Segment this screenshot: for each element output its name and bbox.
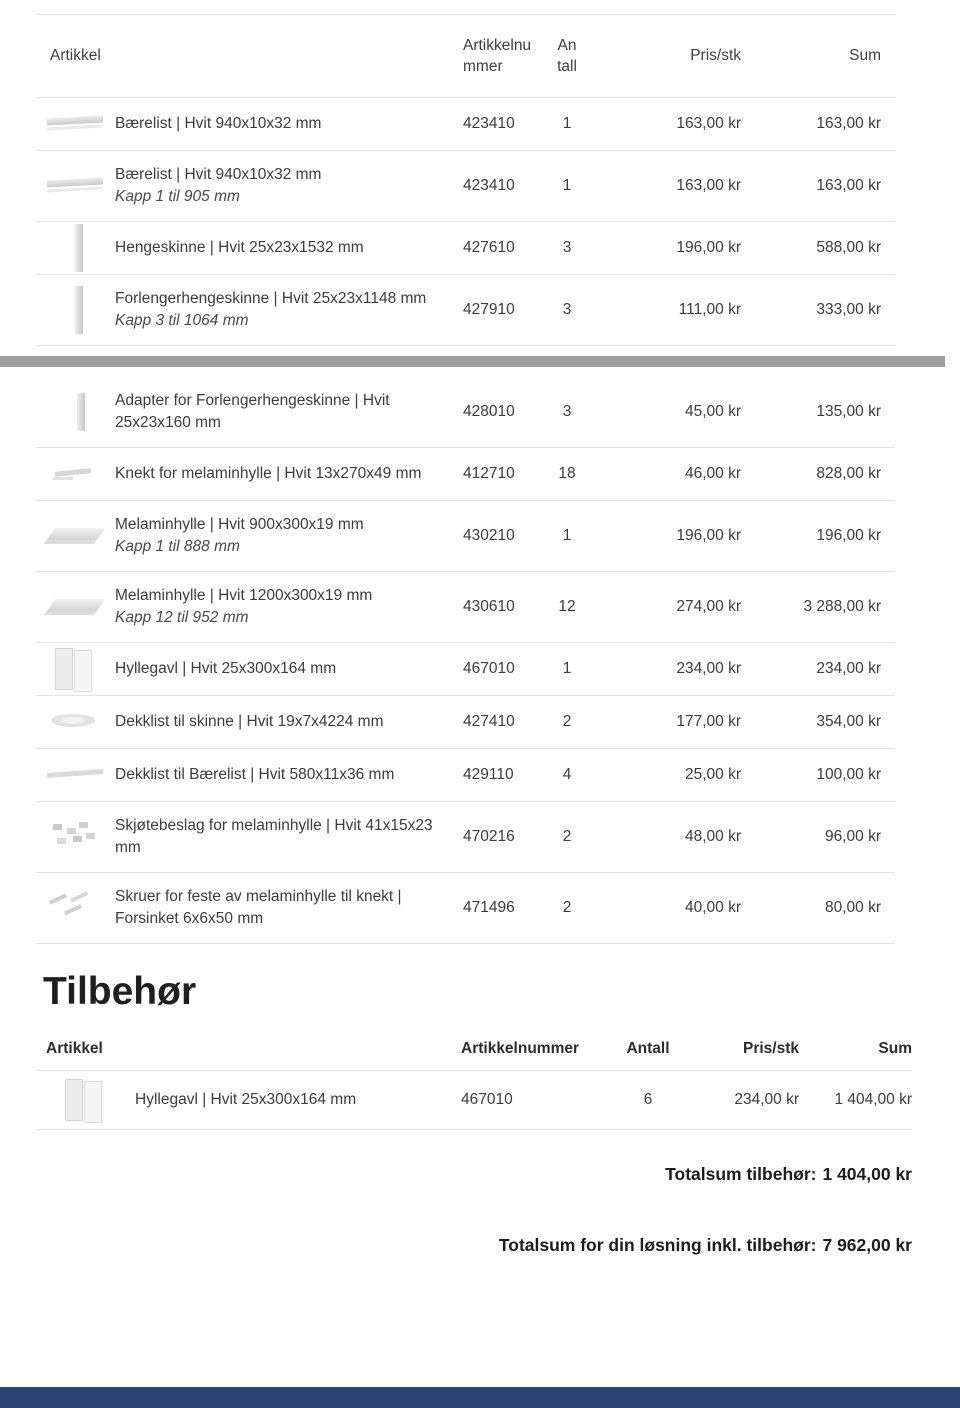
article-cut-note: Kapp 12 til 952 mm xyxy=(115,609,249,626)
article-description xyxy=(115,886,455,930)
accessories-table-rows xyxy=(35,1071,912,1130)
article-description xyxy=(115,288,455,332)
article-unit-price: 234,00 kr xyxy=(676,660,741,677)
article-unit-price: 46,00 kr xyxy=(684,465,741,482)
article-description xyxy=(135,1089,457,1111)
product-image-icon xyxy=(43,523,107,549)
article-name: Dekklist til Bærelist | Hvit 580x11x36 mm xyxy=(115,766,395,783)
article-quantity: 2 xyxy=(562,713,572,730)
article-sum: 135,00 kr xyxy=(816,403,881,420)
article-quantity: 12 xyxy=(558,598,576,615)
article-unit-price: 163,00 kr xyxy=(676,115,741,132)
product-image-icon xyxy=(43,895,107,921)
article-quantity: 3 xyxy=(562,403,572,420)
product-image-icon xyxy=(43,824,107,850)
articles-table-rows-bottom xyxy=(35,377,895,944)
article-description xyxy=(115,463,455,485)
article-quantity: 1 xyxy=(562,177,572,194)
accessories-table-header xyxy=(35,1028,912,1071)
article-sum: 588,00 kr xyxy=(816,239,881,256)
table-row xyxy=(35,873,895,944)
article-number: 429110 xyxy=(463,766,514,783)
article-sum: 163,00 kr xyxy=(816,115,881,132)
article-number: 427610 xyxy=(463,239,515,256)
article-number: 412710 xyxy=(463,465,515,482)
article-name: Adapter for Forlengerhengeskinne | Hvit 25x23x160 mm xyxy=(115,392,390,431)
article-description xyxy=(115,164,455,208)
column-header-pris: Pris/stk xyxy=(742,1040,799,1057)
article-unit-price: 111,00 kr xyxy=(678,301,741,318)
table-row xyxy=(35,643,895,696)
table-row xyxy=(35,1071,912,1130)
article-description xyxy=(115,113,455,135)
article-quantity: 4 xyxy=(562,766,572,783)
product-thumbnail xyxy=(35,824,115,850)
product-thumbnail xyxy=(35,709,115,735)
table-row xyxy=(35,377,895,448)
grand-total-value: 7 962,00 kr xyxy=(822,1235,912,1255)
accessories-total-label: Totalsum tilbehør: xyxy=(665,1164,817,1184)
article-number: 423410 xyxy=(463,177,515,194)
article-description xyxy=(115,658,455,680)
article-name: Melaminhylle | Hvit 900x300x19 mm xyxy=(115,516,364,533)
article-unit-price: 234,00 kr xyxy=(734,1091,799,1108)
article-name: Forlengerhengeskinne | Hvit 25x23x1148 mm xyxy=(115,290,427,307)
product-image-icon xyxy=(43,399,107,425)
product-thumbnail xyxy=(35,1087,135,1113)
article-sum: 196,00 kr xyxy=(816,527,881,544)
column-header-antall: Antall xyxy=(557,37,577,75)
column-header-sum: Sum xyxy=(849,47,881,64)
article-unit-price: 196,00 kr xyxy=(676,239,741,256)
product-image-icon xyxy=(43,297,107,323)
column-header-antall: Antall xyxy=(626,1040,670,1057)
table-row xyxy=(35,696,895,749)
articles-table-header xyxy=(35,14,895,98)
product-image-icon xyxy=(43,461,107,487)
column-header-artikkel: Artikkel xyxy=(46,1040,103,1057)
article-sum: 100,00 kr xyxy=(816,766,881,783)
article-name: Hyllegavl | Hvit 25x300x164 mm xyxy=(115,660,337,677)
article-name: Knekt for melaminhylle | Hvit 13x270x49 mm xyxy=(115,465,422,482)
article-description xyxy=(115,514,455,558)
article-cut-note: Kapp 1 til 905 mm xyxy=(115,188,240,205)
article-description xyxy=(115,390,455,434)
article-quantity: 1 xyxy=(562,527,572,544)
table-row xyxy=(35,448,895,501)
column-header-artikkelnummer: Artikkelnummer xyxy=(461,1040,580,1057)
product-thumbnail xyxy=(35,173,115,199)
article-name: Hyllegavl | Hvit 25x300x164 mm xyxy=(135,1091,357,1108)
article-cut-note: Kapp 3 til 1064 mm xyxy=(115,312,249,329)
accessories-total xyxy=(0,1164,912,1185)
article-description xyxy=(115,815,455,859)
article-number: 470216 xyxy=(463,828,515,845)
article-unit-price: 48,00 kr xyxy=(684,828,741,845)
table-row xyxy=(35,275,895,346)
product-image-icon xyxy=(43,235,107,261)
horizontal-scrollbar[interactable] xyxy=(0,356,945,367)
product-image-icon xyxy=(43,762,107,788)
product-image-icon xyxy=(43,709,107,735)
article-number: 428010 xyxy=(463,403,515,420)
article-sum: 80,00 kr xyxy=(824,899,881,916)
articles-table-rows-top xyxy=(35,98,895,346)
article-number: 467010 xyxy=(463,660,515,677)
article-description xyxy=(115,585,455,629)
table-row xyxy=(35,151,895,222)
article-cut-note: Kapp 1 til 888 mm xyxy=(115,538,240,555)
article-quantity: 1 xyxy=(562,660,572,677)
article-number: 427410 xyxy=(463,713,515,730)
accessories-section-title: Tilbehør xyxy=(43,970,197,1013)
article-name: Melaminhylle | Hvit 1200x300x19 mm xyxy=(115,587,373,604)
column-header-sum: Sum xyxy=(878,1040,912,1057)
table-row xyxy=(35,572,895,643)
grand-total xyxy=(0,1235,912,1256)
table-row xyxy=(35,749,895,802)
column-header-pris: Pris/stk xyxy=(690,47,741,64)
table-row xyxy=(35,501,895,572)
product-thumbnail xyxy=(35,656,115,682)
article-quantity: 1 xyxy=(562,115,572,132)
article-description xyxy=(115,764,455,786)
article-name: Hengeskinne | Hvit 25x23x1532 mm xyxy=(115,239,364,256)
table-row xyxy=(35,98,895,151)
product-image-icon xyxy=(43,173,107,199)
article-name: Bærelist | Hvit 940x10x32 mm xyxy=(115,115,322,132)
product-image-icon xyxy=(53,1087,117,1113)
product-thumbnail xyxy=(35,111,115,137)
article-unit-price: 274,00 kr xyxy=(676,598,741,615)
article-unit-price: 163,00 kr xyxy=(676,177,741,194)
product-image-icon xyxy=(43,111,107,137)
column-header-artikkelnummer: Artikkelnummer xyxy=(463,37,532,75)
article-sum: 234,00 kr xyxy=(816,660,881,677)
article-description xyxy=(115,237,455,259)
product-image-icon xyxy=(43,594,107,620)
product-thumbnail xyxy=(35,235,115,261)
article-name: Skruer for feste av melaminhylle til knekt | Forsinket 6x6x50 mm xyxy=(115,888,402,927)
product-thumbnail xyxy=(35,461,115,487)
article-quantity: 3 xyxy=(562,301,572,318)
article-name: Skjøtebeslag for melaminhylle | Hvit 41x15x23 mm xyxy=(115,817,433,856)
product-thumbnail xyxy=(35,594,115,620)
article-unit-price: 45,00 kr xyxy=(684,403,741,420)
product-thumbnail xyxy=(35,523,115,549)
article-unit-price: 196,00 kr xyxy=(676,527,741,544)
article-quantity: 2 xyxy=(562,899,572,916)
article-sum: 333,00 kr xyxy=(816,301,881,318)
article-sum: 354,00 kr xyxy=(816,713,881,730)
article-sum: 163,00 kr xyxy=(816,177,881,194)
article-unit-price: 40,00 kr xyxy=(684,899,741,916)
article-name: Bærelist | Hvit 940x10x32 mm xyxy=(115,166,322,183)
table-row xyxy=(35,802,895,873)
article-quantity: 3 xyxy=(562,239,572,256)
product-thumbnail xyxy=(35,895,115,921)
product-image-icon xyxy=(43,656,107,682)
article-number: 427910 xyxy=(463,301,515,318)
accessories-table xyxy=(35,1028,912,1130)
article-sum: 3 288,00 kr xyxy=(803,598,881,615)
product-thumbnail xyxy=(35,297,115,323)
grand-total-label: Totalsum for din løsning inkl. tilbehør: xyxy=(498,1235,817,1255)
column-header-artikkel: Artikkel xyxy=(50,47,101,64)
article-number: 430610 xyxy=(463,598,515,615)
article-name: Dekklist til skinne | Hvit 19x7x4224 mm xyxy=(115,713,384,730)
product-thumbnail xyxy=(35,399,115,425)
article-description xyxy=(115,711,455,733)
article-quantity: 18 xyxy=(558,465,576,482)
article-number: 471496 xyxy=(463,899,515,916)
article-unit-price: 25,00 kr xyxy=(684,766,741,783)
articles-table xyxy=(35,14,895,944)
article-unit-price: 177,00 kr xyxy=(676,713,741,730)
product-thumbnail xyxy=(35,762,115,788)
article-quantity: 6 xyxy=(643,1091,653,1108)
horizontal-scrollbar-thumb[interactable] xyxy=(0,356,945,367)
article-quantity: 2 xyxy=(562,828,572,845)
article-sum: 1 404,00 kr xyxy=(834,1091,912,1108)
article-number: 467010 xyxy=(461,1091,513,1108)
article-sum: 828,00 kr xyxy=(816,465,881,482)
article-sum: 96,00 kr xyxy=(824,828,881,845)
article-number: 423410 xyxy=(463,115,515,132)
footer-bar xyxy=(0,1387,960,1408)
table-row xyxy=(35,222,895,275)
accessories-total-value: 1 404,00 kr xyxy=(822,1164,912,1184)
article-number: 430210 xyxy=(463,527,515,544)
